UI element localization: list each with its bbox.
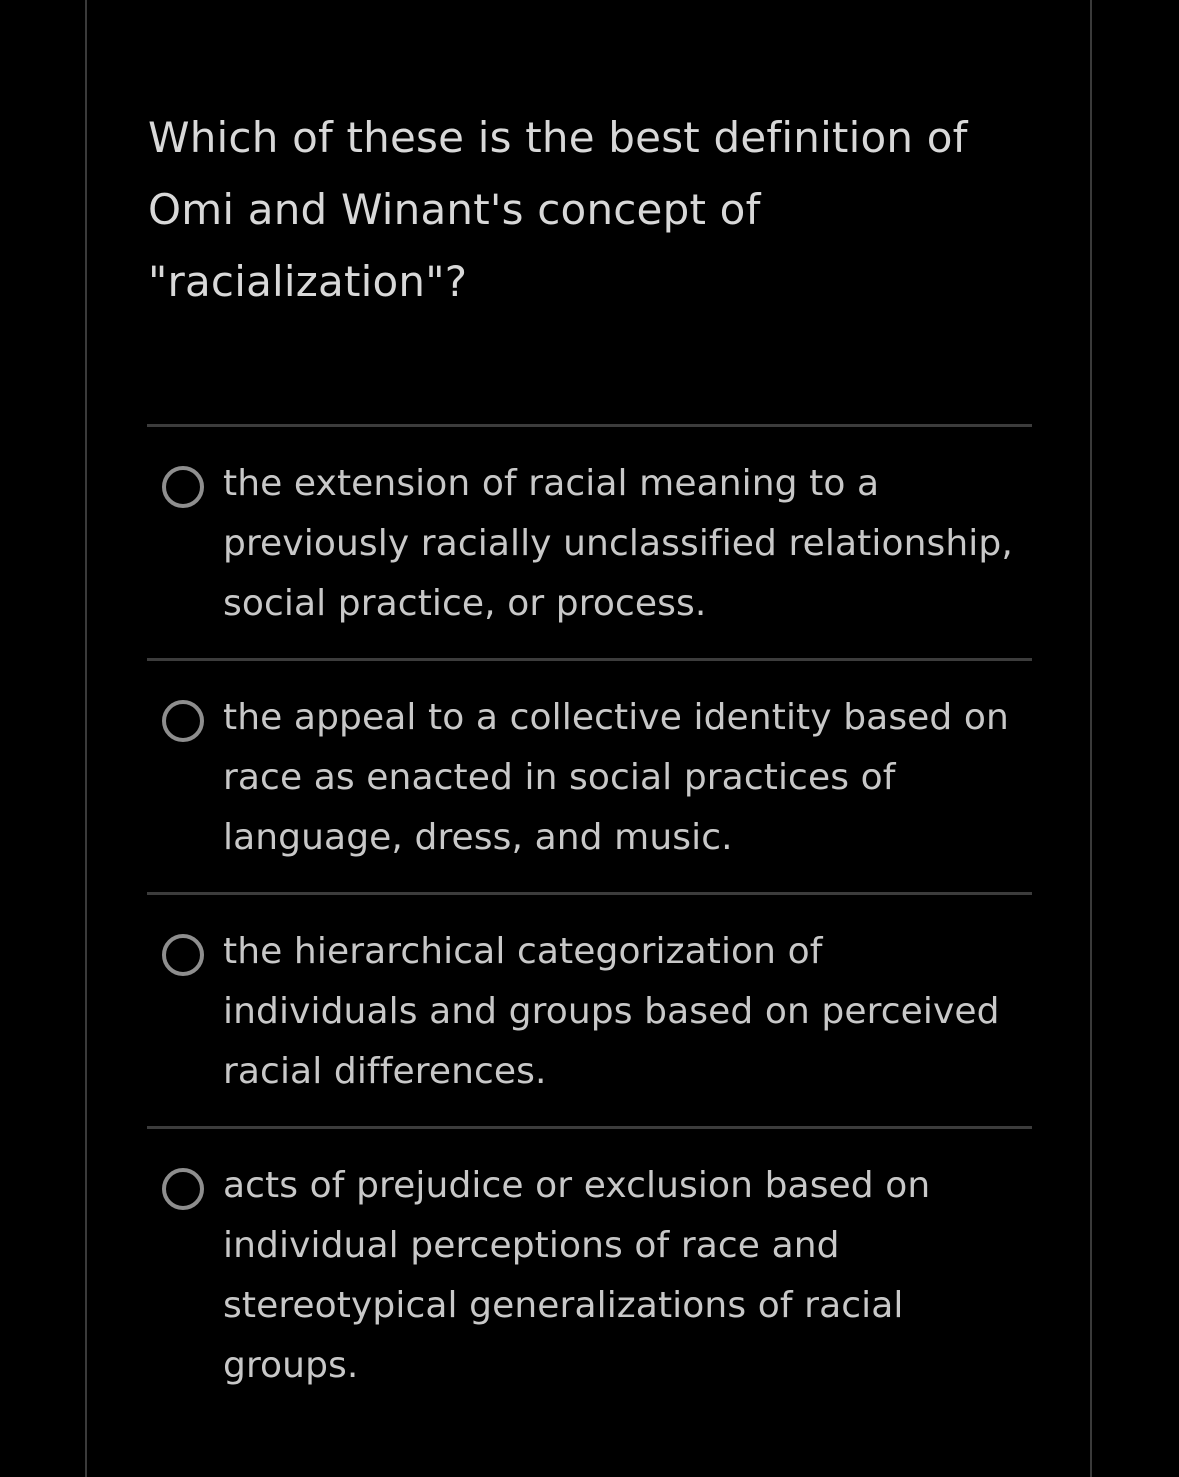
answer-option-label[interactable]: acts of prejudice or exclusion based on individual perceptions of race and stereotypical generalizations of racial groups.: [223, 1165, 931, 1386]
answer-option-label[interactable]: the appeal to a collective identity based on race as enacted in social practices of language, dress, and music.: [223, 697, 1009, 858]
answer-option-1[interactable]: [147, 424, 1032, 658]
answer-option-4[interactable]: [147, 1126, 1032, 1426]
radio-unchecked-icon[interactable]: [162, 466, 204, 508]
answer-option-label[interactable]: the hierarchical categorization of individuals and groups based on perceived racial differences.: [223, 931, 1000, 1092]
question-text: Which of these is the best definition of Omi and Winant's concept of "racialization"?: [148, 113, 968, 306]
radio-unchecked-icon[interactable]: [162, 700, 204, 742]
radio-unchecked-icon[interactable]: [162, 934, 204, 976]
answer-option-3[interactable]: [147, 892, 1032, 1126]
answer-option-2[interactable]: [147, 658, 1032, 892]
radio-unchecked-icon[interactable]: [162, 1168, 204, 1210]
answer-option-label[interactable]: the extension of racial meaning to a previously racially unclassified relationship, social practice, or process.: [223, 463, 1013, 624]
answer-options: [147, 424, 1032, 1426]
